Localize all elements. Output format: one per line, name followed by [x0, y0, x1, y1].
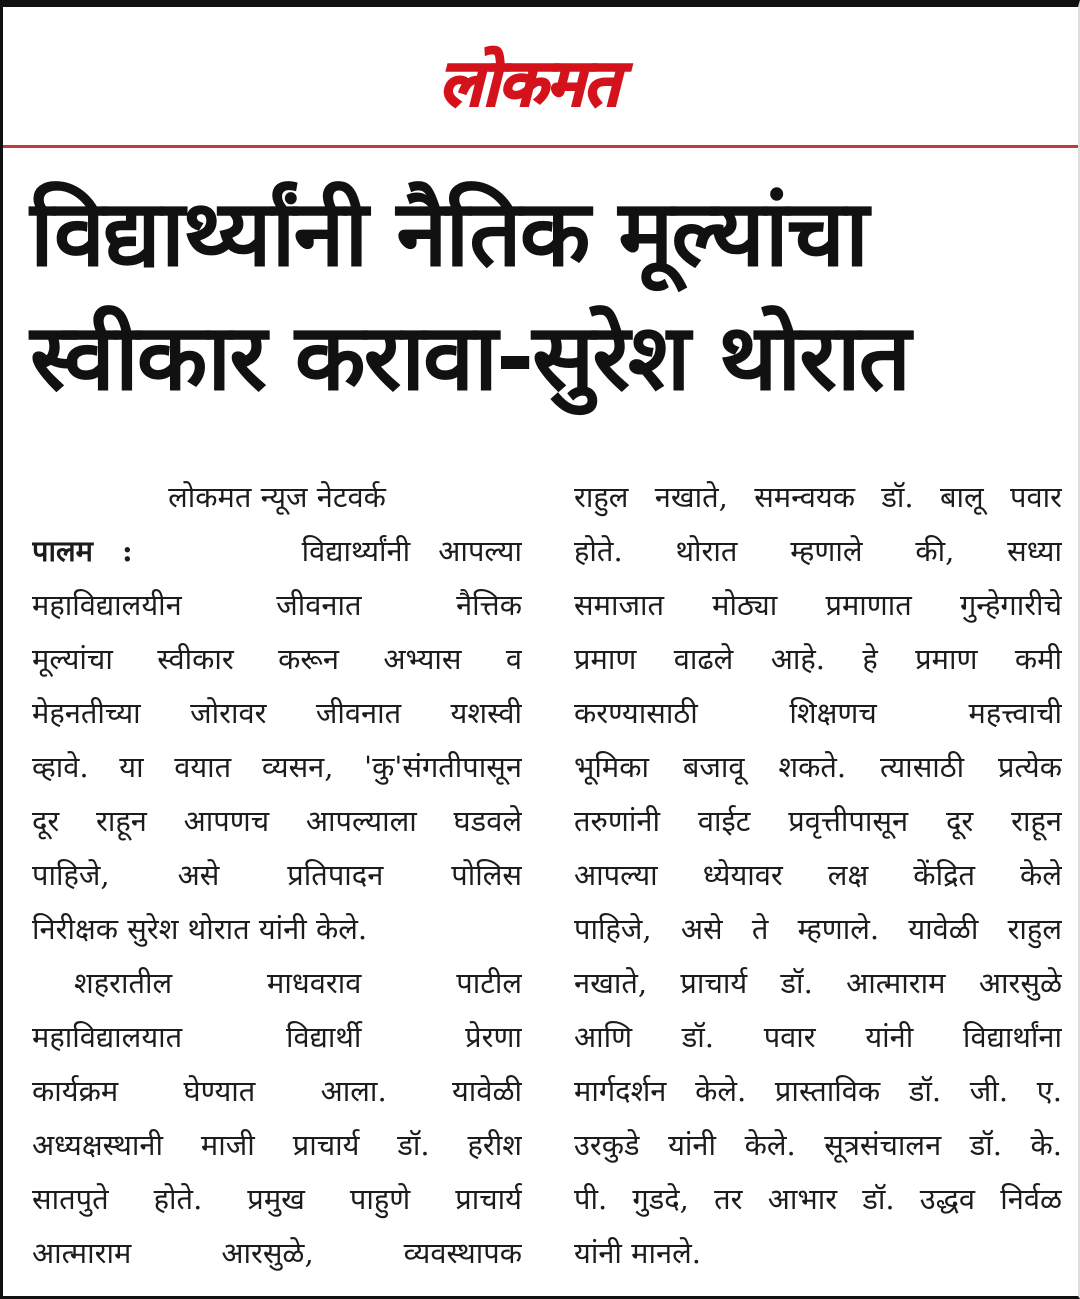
- article-column-left: [32, 470, 522, 1280]
- article-line: आणि डॉ. पवार यांनी विद्यार्थांना: [574, 1020, 1062, 1054]
- masthead-divider: [3, 145, 1078, 148]
- article-line: पाहिजे, असे ते म्हणाले. यावेळी राहुल: [574, 912, 1062, 946]
- article-line: दूर राहून आपणच आपल्याला घडवले: [32, 804, 522, 838]
- newspaper-logo: लोकमत: [439, 47, 619, 121]
- article-line: उरकुडे यांनी केले. सूत्रसंचालन डॉ. के.: [574, 1128, 1062, 1162]
- article-line: होते. थोरात म्हणाले की, सध्या: [574, 534, 1062, 568]
- article-line: महाविद्यालयीन जीवनात नैत्तिक: [32, 588, 522, 622]
- article-column-right: [574, 470, 1062, 1280]
- byline: लोकमत न्यूज नेटवर्क: [168, 480, 386, 514]
- article-line: मेहनतीच्या जोरावर जीवनात यशस्वी: [32, 696, 522, 730]
- article-text: विद्यार्थ्यांनी आपल्या: [301, 534, 522, 568]
- article-line: प्रमाण वाढले आहे. हे प्रमाण कमी: [574, 642, 1062, 676]
- article-line: कार्यक्रम घेण्यात आला. यावेळी: [32, 1074, 522, 1108]
- article-line: मूल्यांचा स्वीकार करून अभ्यास व: [32, 642, 522, 676]
- article-line: करण्यासाठी शिक्षणच महत्त्वाची: [574, 696, 1062, 730]
- article-line: समाजात मोठ्या प्रमाणात गुन्हेगारीचे: [574, 588, 1062, 622]
- article-line: भूमिका बजावू शकते. त्यासाठी प्रत्येक: [574, 750, 1062, 784]
- article-line: महाविद्यालयात विद्यार्थी प्रेरणा: [32, 1020, 522, 1054]
- masthead: [0, 7, 1080, 147]
- article-line: आपल्या ध्येयावर लक्ष केंद्रित केले: [574, 858, 1062, 892]
- article-line: निरीक्षक सुरेश थोरात यांनी केले.: [32, 912, 368, 946]
- article-line: सातपुते होते. प्रमुख पाहुणे प्राचार्य: [32, 1182, 522, 1216]
- headline-line-2: स्वीकार करावा-सुरेश थोरात: [30, 304, 910, 411]
- article-line: [32, 524, 522, 578]
- article-line: अध्यक्षस्थानी माजी प्राचार्य डॉ. हरीश: [32, 1128, 522, 1162]
- dateline: पालम :: [32, 534, 133, 568]
- article-line: तरुणांनी वाईट प्रवृत्तीपासून दूर राहून: [574, 804, 1062, 838]
- article-line: पी. गुडदे, तर आभार डॉ. उद्धव निर्वळ: [574, 1182, 1062, 1216]
- article-line: व्हावे. या वयात व्यसन, 'कु'संगतीपासून: [32, 750, 522, 784]
- headline-line-1: विद्यार्थ्यांनी नैतिक मूल्यांचा: [30, 180, 867, 287]
- article-line: शहरातील माधवराव पाटील: [74, 966, 522, 1000]
- article-line: यांनी मानले.: [574, 1236, 701, 1270]
- article-line: मार्गदर्शन केले. प्रास्ताविक डॉ. जी. ए.: [574, 1074, 1062, 1108]
- article-headline: [30, 178, 1070, 426]
- article-line: आत्माराम आरसुळे, व्यवस्थापक: [32, 1236, 522, 1270]
- article-line: पाहिजे, असे प्रतिपादन पोलिस: [32, 858, 522, 892]
- article-line: नखाते, प्राचार्य डॉ. आत्माराम आरसुळे: [574, 966, 1062, 1000]
- article-line: राहुल नखाते, समन्वयक डॉ. बालू पवार: [574, 480, 1062, 514]
